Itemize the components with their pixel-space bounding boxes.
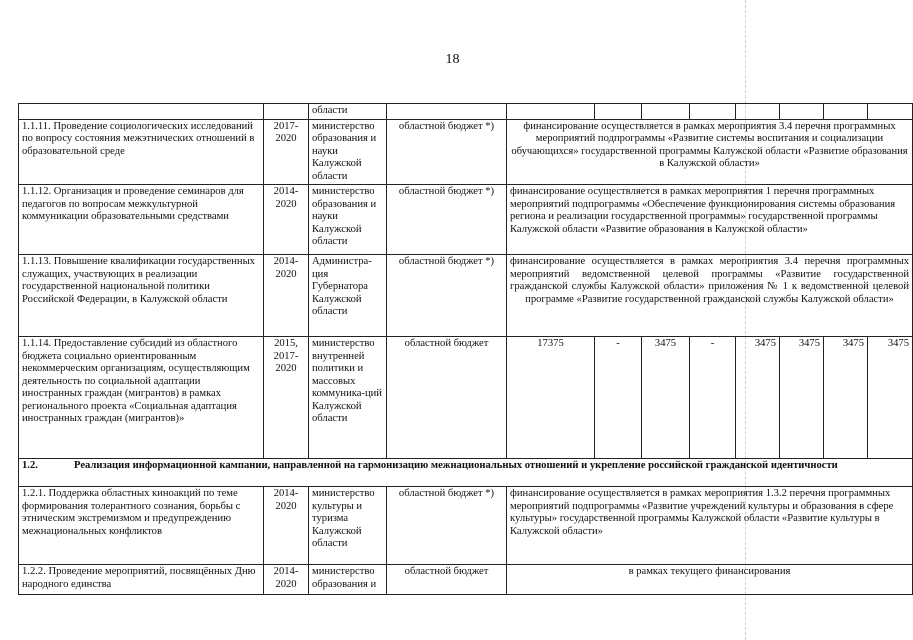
measure-name: 1.1.14. Предоставление субсидий из областного бюджета социально ориентированным некоммерческим организациям, осуществляющим деятельность по социальной адаптации иностранных граждан (мигрантов) в рамках регионального проекта «Социальная адаптация иностранных граждан (мигрантов)» [19,337,264,459]
value-year: 3475 [642,337,690,459]
table-row [19,565,913,595]
years-cell: 2015, 2017- 2020 [264,337,309,459]
value-total: 17375 [507,337,595,459]
funding-source: областной бюджет *) [387,119,507,185]
value-year: 3475 [736,337,780,459]
years-cell: 2014- 2020 [264,487,309,565]
section-title: Реализация информационной кампании, направленной на гармонизацию межнациональных отношений и укрепление российской гражданской идентичности [74,460,838,471]
years-cell: 2014- 2020 [264,185,309,255]
value-year: - [690,337,736,459]
section-heading [19,459,913,487]
executor-cell: области [309,104,387,120]
funding-note: финансирование осуществляется в рамках мероприятия 1 перечня программных мероприятий подпрограммы «Обеспечение функционирования системы образования региона и реализации государственной программы» государственной программы Калужской области «Развитие образования в Калужской области» [507,185,913,255]
measure-name: 1.1.12. Организация и проведение семинаров для педагогов по вопросам межкультурной коммуникации образовательными средствами [19,185,264,255]
funding-note: финансирование осуществляется в рамках мероприятия 1.3.2 перечня программных мероприятий подпрограммы «Развитие учреждений культуры и образования в сфере культуры» государственной программы Калужской области «Развитие культуры в Калужской области» [507,487,913,565]
executor-cell: Администра-ция Губернатора Калужской области [309,255,387,337]
years-cell: 2014- 2020 [264,565,309,595]
section-number: 1.2. [22,460,38,471]
funding-source: областной бюджет [387,337,507,459]
executor-cell: министерство образования и науки Калужской области [309,185,387,255]
value-year: - [595,337,642,459]
table-row [19,487,913,565]
value-year: 3475 [780,337,824,459]
executor-cell: министерство образования и науки Калужской области [309,119,387,185]
funding-source: областной бюджет *) [387,255,507,337]
measure-name: 1.2.1. Поддержка областных киноакций по теме формирования толерантного сознания, борьбы с этническим экстремизмом и предупреждению межнациональных конфликтов [19,487,264,565]
executor-cell: министерство образования и [309,565,387,595]
section-row [19,459,913,487]
measure-name: 1.1.11. Проведение социологических исследований по вопросу состояния межэтнических отношений в образовательной среде [19,119,264,185]
funding-note: в рамках текущего финансирования [507,565,913,595]
funding-source: областной бюджет *) [387,487,507,565]
measure-name: 1.2.2. Проведение мероприятий, посвящённых Дню народного единства [19,565,264,595]
table-row [19,255,913,337]
funding-note: финансирование осуществляется в рамках мероприятия 3.4 перечня программных мероприятий подпрограммы «Развитие системы воспитания и социализации обучающихся» государственной программы Калужской области «Развитие образования в Калужской области» [507,119,913,185]
funding-source: областной бюджет *) [387,185,507,255]
measure-name: 1.1.13. Повышение квалификации государственных служащих, участвующих в реализации государственной национальной политики Российской Федерации, в Калужской области [19,255,264,337]
funding-note: финансирование осуществляется в рамках мероприятия 3.4 перечня программных мероприятий ведомственной целевой программы «Развитие государственной гражданской службы Калужской области» приложения № 1 к ведомственной целевой программе «Развитие государственной гражданской службы Калужской области» [507,255,913,337]
measures-table [18,103,913,595]
table-row [19,104,913,120]
value-year: 3475 [868,337,913,459]
years-cell: 2017- 2020 [264,119,309,185]
table-row [19,337,913,459]
years-cell: 2014- 2020 [264,255,309,337]
executor-cell: министерство внутренней политики и массовых коммуника-ций Калужской области [309,337,387,459]
page-number: 18 [445,52,460,67]
executor-cell: министерство культуры и туризма Калужской области [309,487,387,565]
funding-source: областной бюджет [387,565,507,595]
table-row [19,185,913,255]
table-row [19,119,913,185]
value-year: 3475 [824,337,868,459]
